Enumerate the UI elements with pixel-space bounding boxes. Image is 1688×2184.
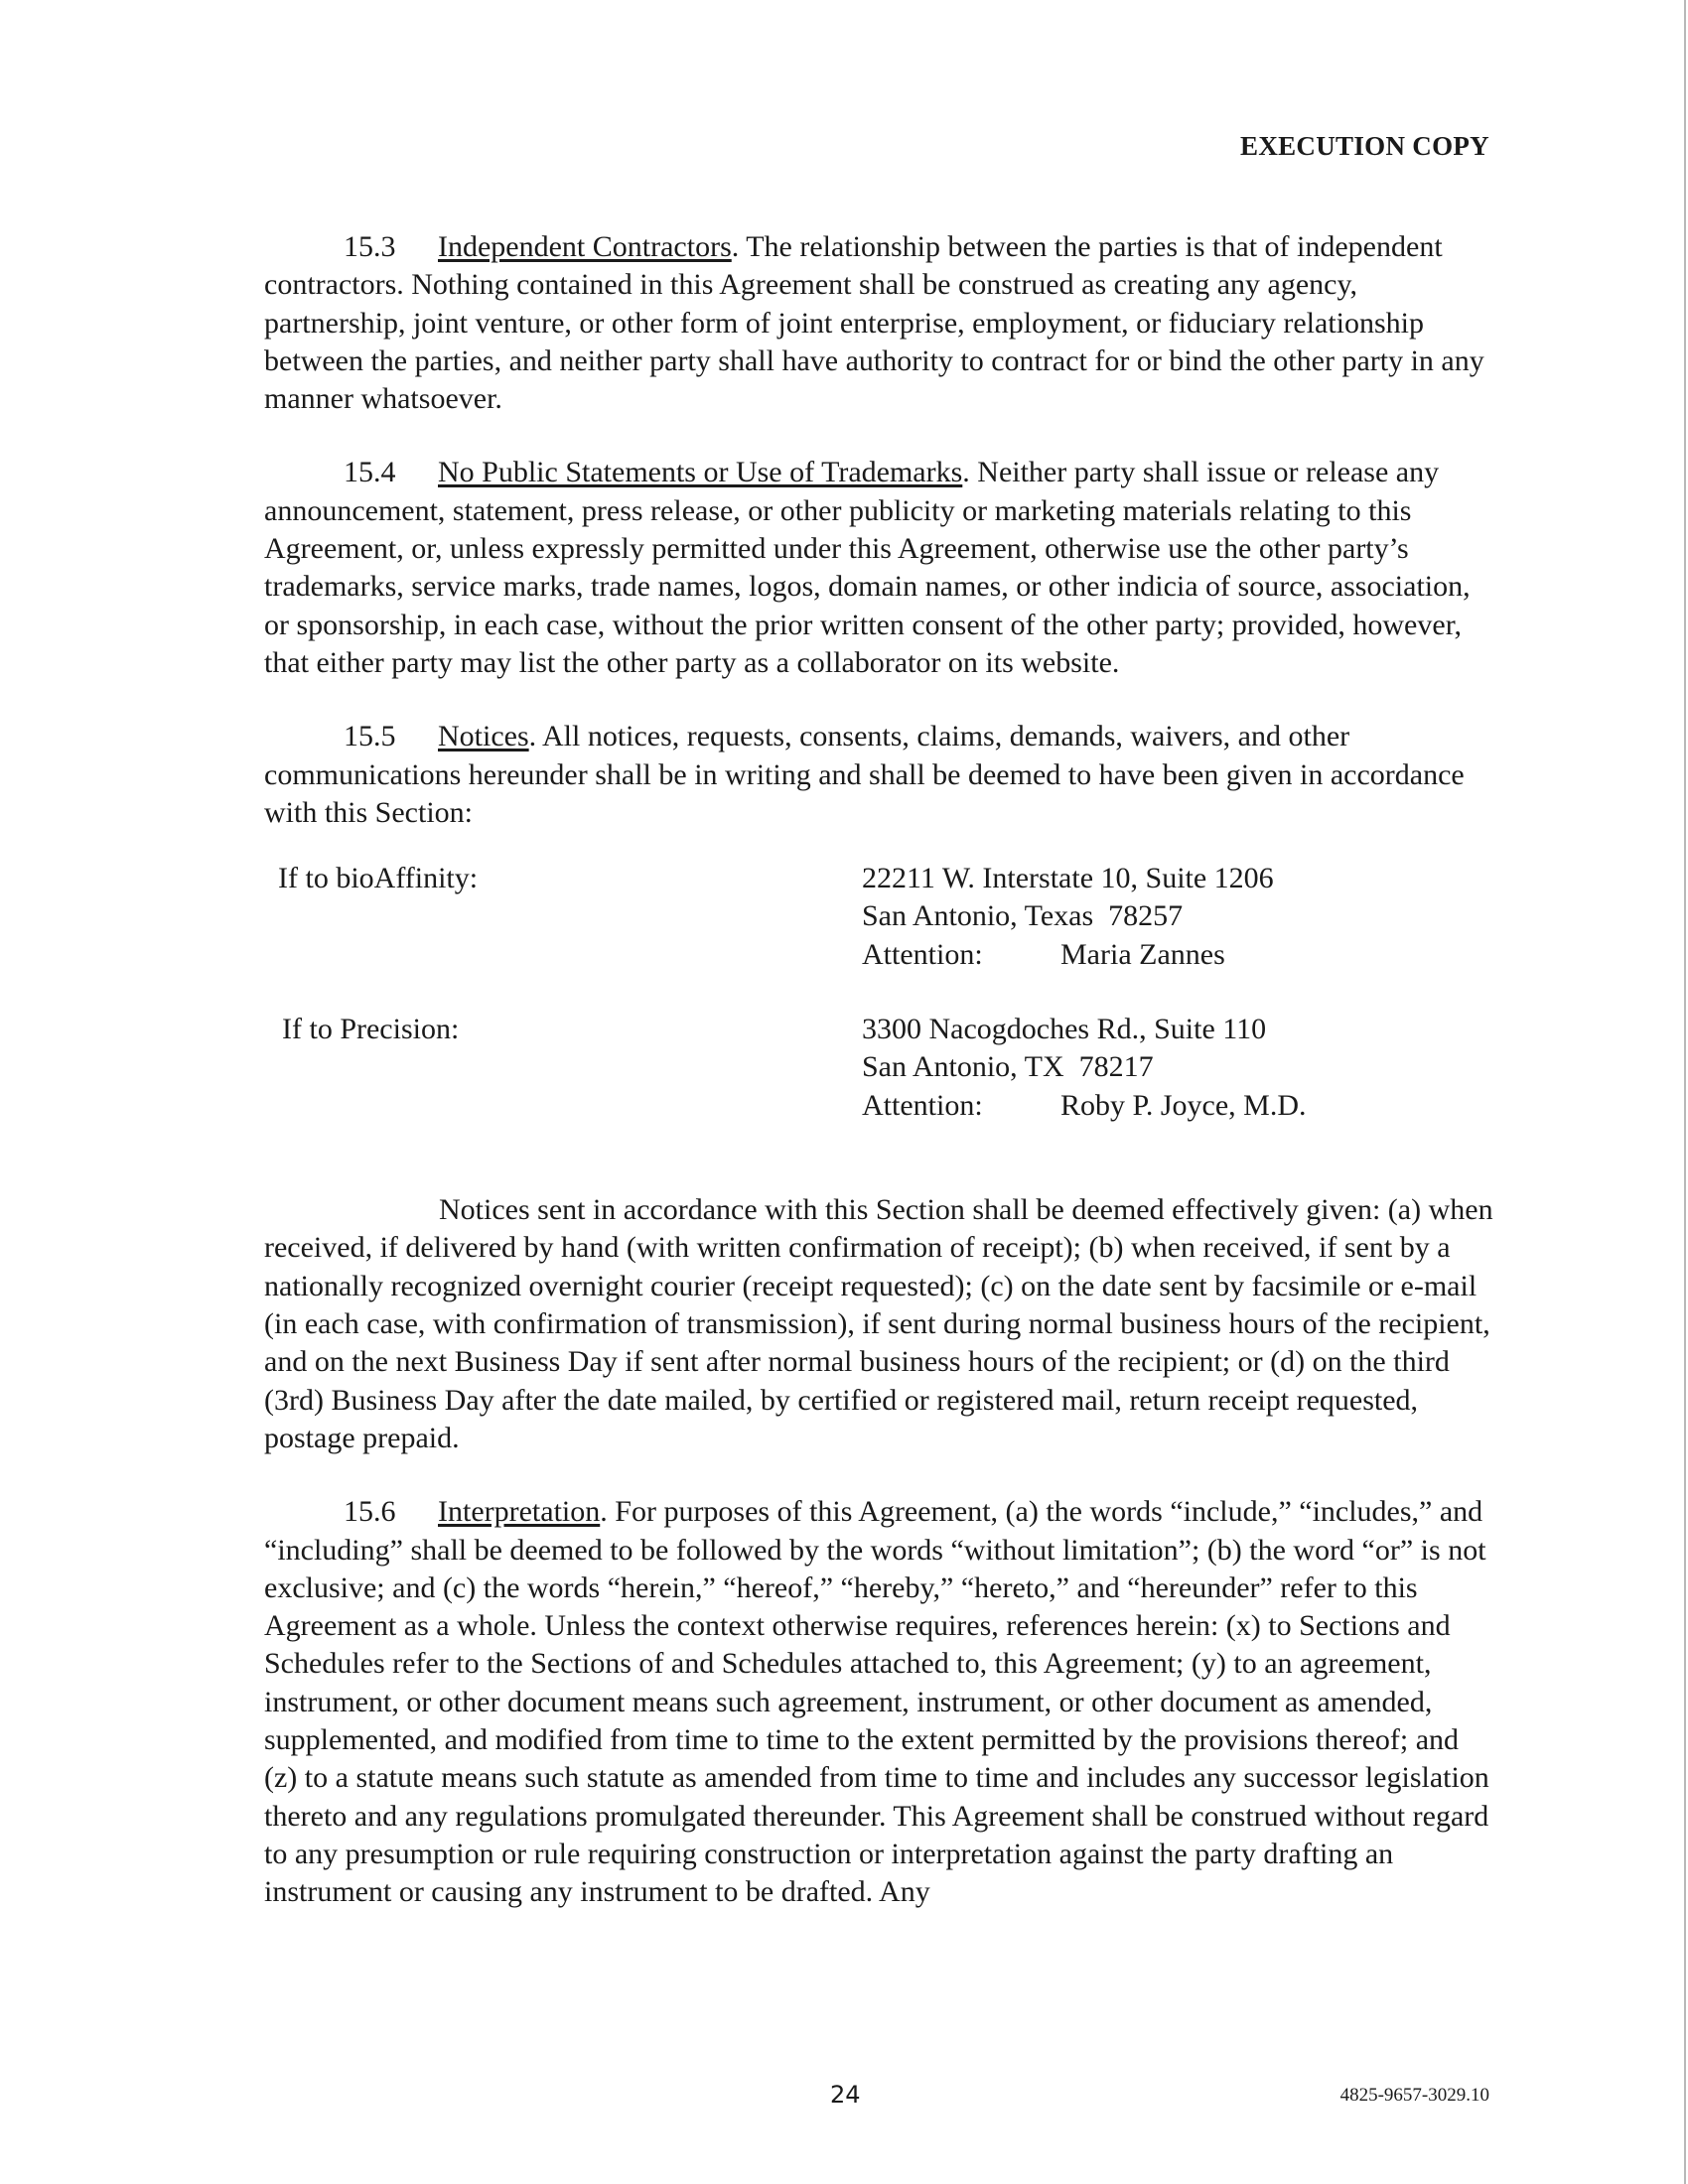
notice-recipient-label: If to Precision: xyxy=(282,1013,460,1046)
section-text: . For purposes of this Agreement, (a) the words “include,” “includes,” and “including” shall be deemed to be followed by the words “without limitation”; (b) the word “or” is not exclusive; and (c) the words “herein,” “hereof,” “hereby,” “hereto,” and “hereunder” refer to this Agreement as a whole. Unless the context otherwise requires, references herein: (x) to Sections and Schedules refer to the Sections of and Schedules attached to, this Agreement; (y) to an agreement, instrument, or other document means such agreement, instrument, or other document as amended, supplemented, and modified from time to time to the extent permitted by the provisions thereof; and (z) to a statute means such statute as amended from time to time and includes any successor legislation thereto and any regulations promulgated thereunder. This Agreement shall be construed without regard to any presumption or rule requiring construction or interpretation against the party drafting an instrument or causing any instrument to be drafted. Any xyxy=(264,1495,1489,1909)
section-caption: Interpretation xyxy=(438,1495,601,1529)
section-caption: Notices xyxy=(438,720,529,753)
section-15-3 xyxy=(264,228,1495,418)
address-line-1: 3300 Nacogdoches Rd., Suite 110 xyxy=(862,1013,1267,1046)
notice-recipient-label: If to bioAffinity: xyxy=(278,862,479,895)
notice-address xyxy=(862,1011,1307,1125)
section-15-5 xyxy=(264,718,1495,832)
section-15-4 xyxy=(264,454,1495,682)
page-edge xyxy=(1684,0,1686,2184)
section-number: 15.4 xyxy=(344,456,396,489)
section-number: 15.5 xyxy=(344,720,396,753)
document-id: 4825-9657-3029.10 xyxy=(1339,2085,1489,2106)
notice-address xyxy=(862,860,1274,974)
document-body xyxy=(264,228,1495,1948)
notices-effective-paragraph: Notices sent in accordance with this Section shall be deemed effectively given: (a) when received, if delivered by hand (with written confirmation of receipt); (b) when received, if sent by a nationally recognized overnight courier (receipt requested); (c) on the date sent by facsimile or e-mail (in each case, with confirmation of transmission), if sent during normal business hours of the recipient, and on the next Business Day if sent after normal business hours of the recipient; or (d) on the third (3rd) Business Day after the date mailed, by certified or registered mail, return receipt requested, postage prepaid. xyxy=(264,1193,1493,1454)
execution-copy-mark: EXECUTION COPY xyxy=(1240,131,1489,161)
section-caption: Independent Contractors xyxy=(438,230,732,263)
address-line-1: 22211 W. Interstate 10, Suite 1206 xyxy=(862,862,1274,895)
section-caption: No Public Statements or Use of Trademarks xyxy=(438,456,963,489)
attention-label: Attention: xyxy=(862,937,983,971)
notice-addresses xyxy=(264,860,1495,1167)
attention-line xyxy=(862,936,1274,974)
attention-label: Attention: xyxy=(862,1088,983,1122)
attention-name: Roby P. Joyce, M.D. xyxy=(1060,1088,1307,1122)
section-text: . Neither party shall issue or release any announcement, statement, press release, or other publicity or marketing materials relating to this Agreement, or, unless expressly permitted under this Agreement, otherwise use the other party’s trademarks, service marks, trade names, logos, domain names, or other indicia of source, association, or sponsorship, in each case, without the prior written consent of the other party; provided, however, that either party may list the other party as a collaborator on its website. xyxy=(264,456,1471,679)
section-number: 15.6 xyxy=(344,1495,396,1529)
section-text: . All notices, requests, consents, claims, demands, waivers, and other communications hereunder shall be in writing and shall be deemed to have been given in accordance with this Section: xyxy=(264,720,1465,829)
attention-line xyxy=(862,1087,1307,1125)
section-text: . The relationship between the parties is that of independent contractors. Nothing contained in this Agreement shall be construed as creating any agency, partnership, joint venture, or other form of joint enterprise, employment, or fiduciary relationship between the parties, and neither party shall have authority to contract for or bind the other party in any manner whatsoever. xyxy=(264,230,1484,416)
address-line-2: San Antonio, TX 78217 xyxy=(862,1050,1154,1084)
attention-name: Maria Zannes xyxy=(1060,937,1225,971)
section-15-6 xyxy=(264,1493,1495,1911)
page-number: 24 xyxy=(830,2081,861,2109)
address-line-2: San Antonio, Texas 78257 xyxy=(862,899,1184,933)
section-number: 15.3 xyxy=(344,230,396,263)
